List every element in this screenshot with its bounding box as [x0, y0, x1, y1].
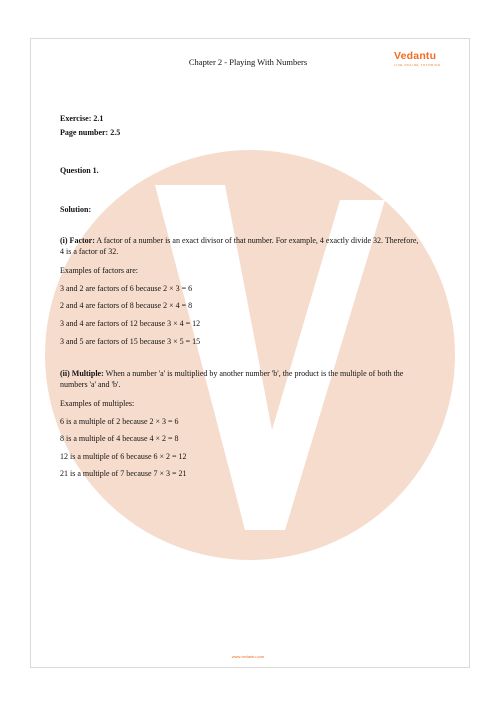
vedantu-watermark-icon [40, 130, 460, 580]
multiple-term: (ii) Multiple: [60, 369, 104, 378]
footer-url[interactable]: www.vedantu.com [231, 654, 265, 659]
factor-text: A factor of a number is an exact divisor of that number. For example, 4 exactly divide 32. Therefore, 4 is a factor of 32. [60, 236, 419, 256]
multiple-example: 12 is a multiple of 6 because 6 × 2 = 12 [60, 452, 187, 461]
factor-example: 3 and 2 are factors of 6 because 2 × 3 = 6 [60, 284, 193, 293]
logo-tagline: LIVE ONLINE TUTORING [394, 63, 441, 67]
question-label: Question 1. [60, 166, 99, 175]
multiple-example: 6 is a multiple of 2 because 2 × 3 = 6 [60, 417, 179, 426]
factor-example: 3 and 4 are factors of 12 because 3 × 4 = 12 [60, 319, 201, 328]
vedantu-logo [394, 50, 444, 67]
factor-term: (i) Factor: [60, 236, 95, 245]
multiple-definition [60, 369, 420, 390]
solution-label: Solution: [60, 205, 92, 214]
page-number-label: Page number: 2.5 [60, 128, 121, 137]
factor-example: 3 and 5 are factors of 15 because 3 × 5 = 15 [60, 337, 201, 346]
multiple-example: 8 is a multiple of 4 because 4 × 2 = 8 [60, 434, 179, 443]
logo-wordmark: Vedantu [394, 50, 437, 62]
multiple-text: When a number 'a' is multiplied by another number 'b', the product is the multiple of both the numbers 'a' and 'b'. [60, 369, 404, 389]
factor-definition [60, 236, 420, 257]
exercise-label: Exercise: 2.1 [60, 114, 104, 123]
factor-example: 2 and 4 are factors of 8 because 2 × 4 = 8 [60, 301, 193, 310]
factor-examples-heading: Examples of factors are: [60, 266, 138, 275]
multiple-example: 21 is a multiple of 7 because 7 × 3 = 21 [60, 469, 187, 478]
multiple-examples-heading: Examples of multiples: [60, 399, 135, 408]
chapter-title: Chapter 2 - Playing With Numbers [188, 57, 308, 67]
